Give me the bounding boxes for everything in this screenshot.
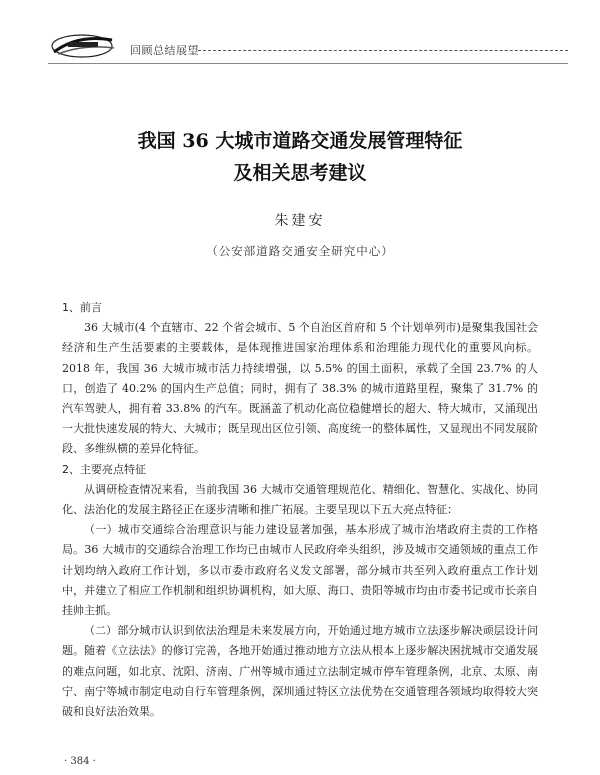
- article-body: [62, 298, 538, 722]
- paragraph: 从调研检查情况来看，当前我国 36 大城市交通管理规范化、精细化、智慧化、实战化、协同化、法治化的发展主路径正在逐步清晰和推广拓展。主要呈现以下五大亮点特征：: [62, 482, 538, 517]
- journal-logo-icon: [48, 30, 120, 60]
- header-divider: [198, 50, 568, 51]
- author-name: 朱建安: [274, 213, 326, 229]
- header-underline: [48, 63, 568, 64]
- paragraph: （二）部分城市认识到依法治理是未来发展方向，开始通过地方城市立法逐步解决顽层设计问题。随着《立法法》的修订完善，各地开始通过推动地方立法从根本上逐步解决困扰城市交通发展的难点问题，如北京、沈阳、济南、广州等城市通过立法制定城市停车管理条例，北京、太原、南宁、南宁等城市制定电动自行车管理条例，深圳通过特区立法优势在交通管理各领域均取得较大突破和良好法治效果。: [62, 624, 538, 719]
- section-heading: 1、前言: [62, 301, 102, 314]
- page-number: · 384 ·: [64, 756, 96, 767]
- author-affiliation: （公安部道路交通安全研究中心）: [206, 244, 394, 258]
- page-header: [48, 30, 568, 66]
- section-heading: 2、主要亮点特征: [62, 462, 146, 476]
- article-title: [60, 125, 540, 189]
- paragraph: （一）城市交通综合治理意识与能力建设显著加强，基本形成了城市治堵政府主责的工作格局。36 大城市的交通综合治理工作均已由城市人民政府牵头组织，涉及城市交通领域的重点工作计划均纳入政府工作计划，多以市委市政府名义发文部署，部分城市共至列入政府重点工作计划中，并建立了相应工作机制和组织协调机构，如大原、海口、贵阳等城市均由市委书记或市长亲自挂帅主抓。: [62, 523, 538, 618]
- title-line-1: 我国 36 大城市道路交通发展管理特征: [137, 130, 463, 152]
- section-label: 回顾总结展望: [130, 44, 199, 57]
- title-line-2: 及相关思考建议: [233, 162, 367, 184]
- paragraph: 36 大城市(4 个直辖市、22 个省会城市、5 个自治区首府和 5 个计划单列市)是聚集我国社会经济和生产生活要素的主要载体，是体现推进国家治理体系和治理能力现代化的重要风向标。2018 年，我国 36 大城市城市活力持续增强，以 5.5% 的国土面积，承载了全国 23.7% 的人口，创造了 40.2% 的国内生产总值；同时，拥有了 38.3% 的城市道路里程，聚集了 31.7% 的汽车驾驶人，拥有着 33.8% 的汽车。既涵盖了机动化高位稳健增长的超大、特大城市，又涌现出一大批快速发展的特大、大城市；既呈现出区位引领、高度统一的整体属性，又显现出不同发展阶段、多维纵横的差异化特征。: [62, 321, 538, 456]
